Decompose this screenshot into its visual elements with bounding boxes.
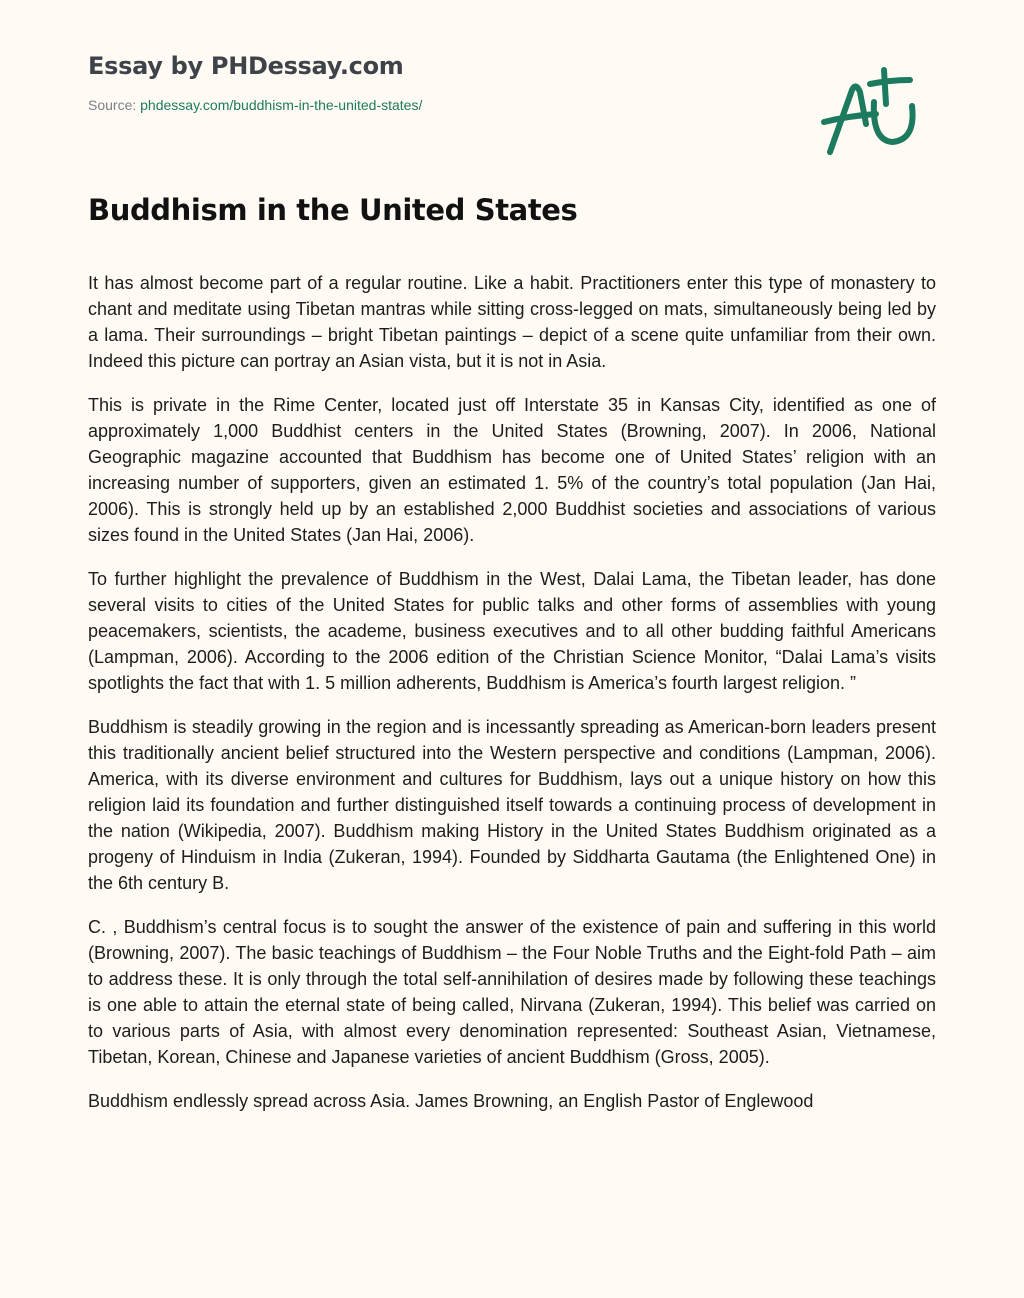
essay-paragraph: To further highlight the prevalence of Buddhism in the West, Dalai Lama, the Tibetan leader, has done several visits to cities of the United States for public talks and other forms of assemblies with young peacemakers, scientists, the academe, business executives and to all other budding faithful Americans (Lampman, 2006). According to the 2006 edition of the Christian Science Monitor, “Dalai Lama’s visits spotlights the fact that with 1. 5 million adherents, Buddhism is America’s fourth largest religion. ” bbox=[88, 569, 936, 693]
brand-title: Essay by PHDessay.com bbox=[88, 52, 404, 80]
essay-body bbox=[88, 270, 936, 1132]
essay-paragraph: Buddhism endlessly spread across Asia. James Browning, an English Pastor of Englewood bbox=[88, 1091, 814, 1111]
page-header bbox=[88, 50, 422, 114]
a-plus-grade-icon bbox=[820, 62, 930, 162]
source-label: Source: bbox=[88, 97, 137, 113]
essay-paragraph: This is private in the Rime Center, located just off Interstate 35 in Kansas City, identified as one of approximately 1,000 Buddhist centers in the United States (Browning, 2007). In 2006, National Geographic magazine accounted that Buddhism has become one of United States’ religion with an increasing number of supporters, given an estimated 1. 5% of the country’s total population (Jan Hai, 2006). This is strongly held up by an established 2,000 Buddhist societies and associations of various sizes found in the United States (Jan Hai, 2006). bbox=[88, 395, 936, 545]
essay-paragraph: C. , Buddhism’s central focus is to sought the answer of the existence of pain and suffering in this world (Browning, 2007). The basic teachings of Buddhism – the Four Noble Truths and the Eight-fold Path – aim to address these. It is only through the total self-annihilation of desires made by following these teachings is one able to attain the eternal state of being called, Nirvana (Zukeran, 1994). This belief was carried on to various parts of Asia, with almost every denomination represented: Southeast Asian, Vietnamese, Tibetan, Korean, Chinese and Japanese varieties of ancient Buddhism (Gross, 2005). bbox=[88, 917, 936, 1067]
source-line bbox=[88, 96, 422, 114]
essay-paragraph: Buddhism is steadily growing in the region and is incessantly spreading as American-born leaders present this traditionally ancient belief structured into the Western perspective and conditions (Lampman, 2006). America, with its diverse environment and cultures for Buddhism, lays out a unique history on how this religion laid its foundation and further distinguished itself towards a continuing process of development in the nation (Wikipedia, 2007). Buddhism making History in the United States Buddhism originated as a progeny of Hinduism in India (Zukeran, 1994). Founded by Siddharta Gautama (the Enlightened One) in the 6th century B. bbox=[88, 717, 936, 893]
source-link[interactable]: phdessay.com/buddhism-in-the-united-states/ bbox=[140, 97, 423, 113]
essay-paragraph: It has almost become part of a regular routine. Like a habit. Practitioners enter this type of monastery to chant and meditate using Tibetan mantras while sitting cross-legged on mats, simultaneously being led by a lama. Their surroundings – bright Tibetan paintings – depict of a scene quite unfamiliar from their own. Indeed this picture can portray an Asian vista, but it is not in Asia. bbox=[88, 273, 936, 371]
essay-title: Buddhism in the United States bbox=[88, 193, 578, 227]
